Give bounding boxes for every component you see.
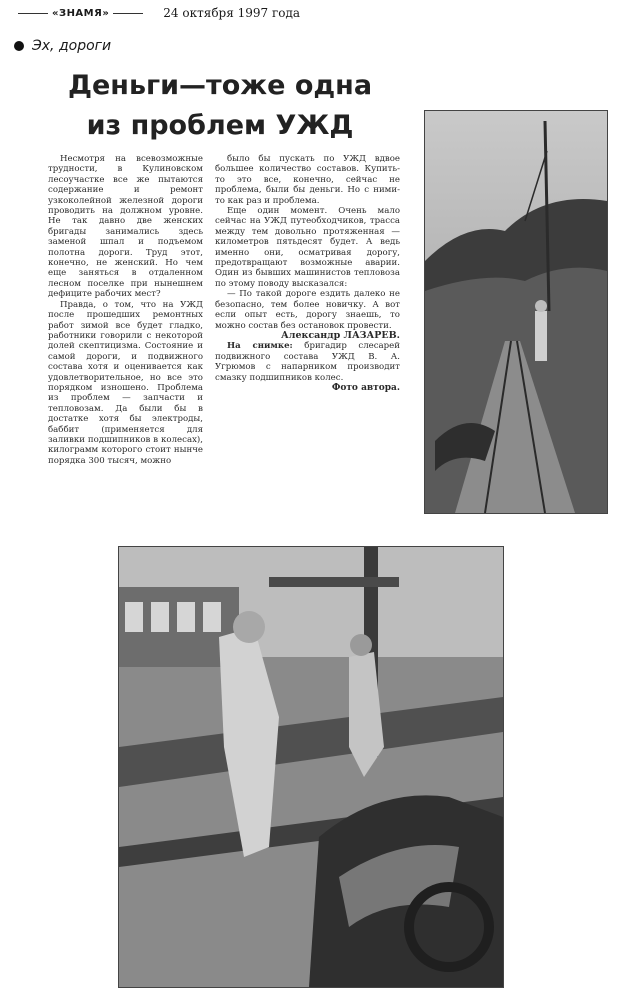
rubric (14, 38, 111, 54)
headline (30, 66, 410, 146)
issue-date: 24 октября 1997 года (163, 6, 301, 20)
headline-line-2: из проблем УЖД (86, 110, 354, 141)
author: Александр ЛАЗАРЕВ. (281, 329, 400, 341)
headline-line-1: Деньги—тоже одна (67, 70, 373, 101)
photo-workers (118, 546, 504, 988)
paragraph: Несмотря на всевозможные трудности, в Кулиновском лесоучастке все же пытаются содержание и ремонт узкоколейной железной дороги проводить на должном уровне. Не так давно две женских бригады занимались здесь заменой шпал и подъемом полотна дороги. Труд этот, конечно, не женский. Но чем еще заняться в отдаленном лесном поселке при нынешнем дефиците рабочих мест? (48, 154, 203, 300)
photo-credit: Фото автора. (331, 382, 400, 393)
rubric-label: Эх, дороги (32, 38, 112, 54)
paragraph: — По такой дороге ездить далеко не безопасно, тем более новичку. А вот если опыт есть, дорогу знаешь, то можно состав без остановок провести. (215, 289, 400, 331)
masthead (18, 6, 300, 20)
caption-text: бригадир слесарей подвижного состава УЖД В. А. Угрюмов с напарником производит смазку подшипников колес. (215, 341, 400, 383)
paragraph: Правда, о том, что на УЖД после прошедших ремонтных работ зимой все будет гладко, работники говорили с некоторой долей скептицизма. Состояние и самой дороги, и подвижного состава хотя и оценивается как удовлетворительное, но все это порядком изношено. Проблема из проблем — запчасти и тепловозам. Да были бы в достатке хотя бы электроды, баббит (применяется для заливки подшипников в колесах), килограмм которого стоит нынче порядка 300 тысяч, можно (48, 299, 203, 466)
photo-railway-track (424, 110, 608, 514)
article-column-2 (215, 154, 400, 393)
caption-lead: На снимке: (227, 341, 293, 352)
bullet-icon (14, 41, 24, 51)
newspaper-name: «ЗНАМЯ» (52, 7, 110, 19)
article-column-1 (48, 154, 203, 466)
photo-caption (215, 341, 400, 383)
paragraph: было бы пускать по УЖД вдвое большее количество составов. Купить-то это все, конечно, сейчас не проблема, были бы деньги. Но с ними-то как раз и проблема. (215, 154, 400, 206)
paragraph: Еще один момент. Очень мало сейчас на УЖД путеобходчиков, трасса между тем довольно протяженная — километров пятьдесят будет. А ведь именно они, осматривая дорогу, предотвращают возможные аварии. Один из бывших машинистов тепловоза по этому поводу высказался: (215, 206, 400, 289)
masthead-rule-left (18, 13, 48, 14)
masthead-rule-right (113, 13, 143, 14)
